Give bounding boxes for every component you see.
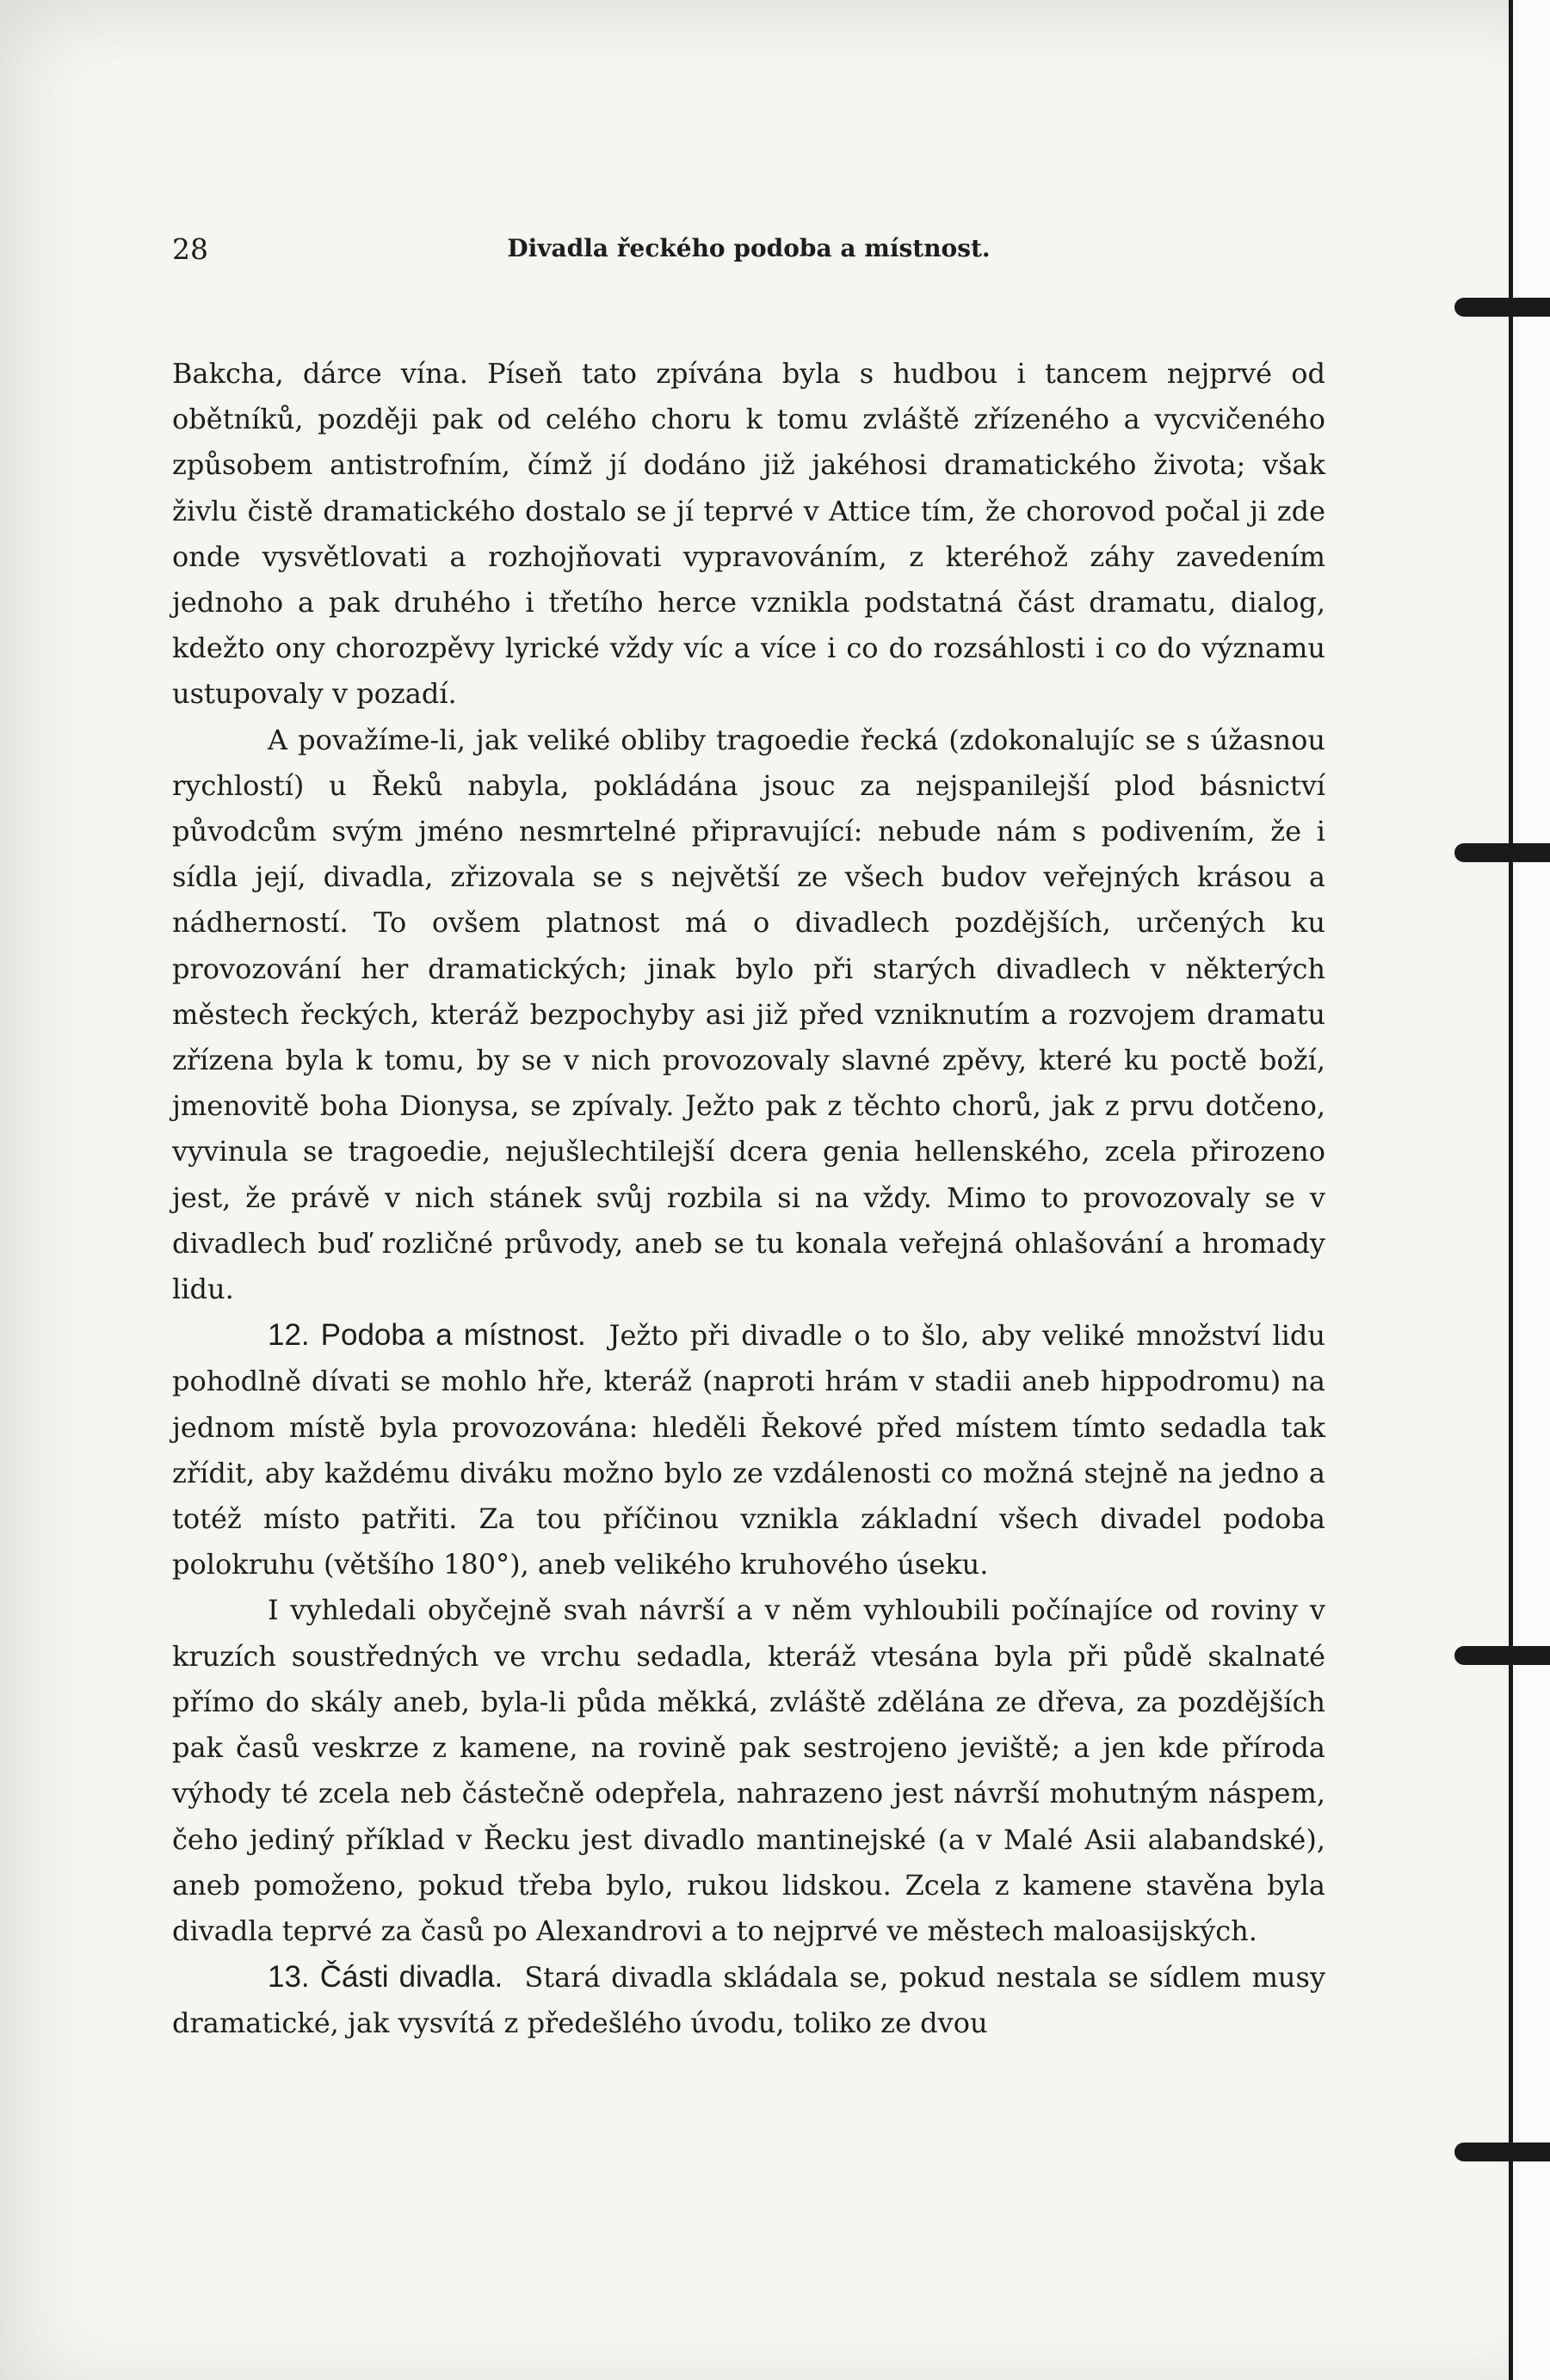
paragraph-text: Ježto při divadle o to šlo, aby veliké množství lidu pohodlně dívati se mohlo hře, kteráž (naproti hrám v stadii aneb hippodromu) na jednom místě byla provozována: hleděli Řekové před místem tímto sedadla tak zřídit, aby každému diváku možno bylo ze vzdálenosti co možná stejně na jedno a totéž místo patřiti. Za tou příčinou vznikla základní všech divadel podoba polokruhu (většího 180°), aneb velikého kruhového úseku.	[172, 1319, 1326, 1582]
section-heading: 12. Podoba a místnost.	[268, 1318, 586, 1353]
paragraph: I vyhledali obyčejně svah návrší a v něm vyhloubili počínajíce od roviny v kruzích soustředných ve vrchu sedadla, kteráž vtesána byla při půdě skalnaté přímo do skály aneb, byla-li půda měkká, zvláště zdělána ze dřeva, za pozdějších pak časů veskrze z kamene, na rovině pak sestrojeno jeviště; a jen kde příroda výhody té zcela neb částečně odepřela, nahrazeno jest návrší mohutným náspem, čeho jediný příklad v Řecku jest divadlo mantinejské (a v Malé Asii alabandské), aneb pomoženo, pokud třeba bylo, rukou lidskou. Zcela z kamene stavěna byla divadla teprvé za časů po Alexandrovi a to nejprvé ve městech maloasijských.	[172, 1594, 1325, 1947]
page-header	[172, 232, 1325, 284]
section-paragraph	[172, 1954, 1325, 2046]
page-edge-line	[1509, 0, 1513, 2380]
page-number: 28	[172, 232, 208, 266]
section-heading: 13. Části divadla.	[268, 1960, 503, 1995]
scan-clip-mark	[1454, 1646, 1550, 1665]
book-page	[172, 232, 1325, 2047]
scan-clip-mark	[1454, 298, 1550, 317]
scan-clip-mark	[1454, 843, 1550, 862]
paragraph: A považíme-li, jak veliké obliby tragoedie řecká (zdokonalujíc se s úžasnou rychlostí) u Řeků nabyla, pokládána jsouc za nejspanilejší plod básnictví původcům svým jméno nesmrtelné připravující: nebude nám s podivením, že i sídla její, divadla, zřizovala se s největší ze všech budov veřejných krásou a nádherností. To ovšem platnost má o divadlech pozdějších, určených ku provozování her dramatických; jinak bylo při starých divadlech v některých městech řeckých, kteráž bezpochyby asi již před vzniknutím a rozvojem dramatu zřízena byla k tomu, by se v nich provozovaly slavné zpěvy, které ku poctě boží, jmenovitě boha Dionysa, se zpívaly. Ježto pak z těchto chorů, jak z prvu dotčeno, vyvinula se tragoedie, nejušlechtilejší dcera genia hellenského, zcela přirozeno jest, že právě v nich stánek svůj rozbila si na vždy. Mimo to provozovaly se v divadlech buď rozličné průvody, aneb se tu konala veřejná ohlašování a hromady lidu.	[172, 723, 1325, 1306]
page-body	[172, 351, 1325, 2047]
running-title: Divadla řeckého podoba a místnost.	[507, 234, 991, 262]
book-edge	[1509, 0, 1550, 2380]
section-paragraph	[172, 1312, 1325, 1588]
scan-clip-mark	[1454, 2143, 1550, 2161]
paragraph-text: Stará divadla skládala se, pokud nestala se sídlem musy dramatické, jak vysvítá z předešlého úvodu, toliko ze dvou	[172, 1961, 1326, 2040]
paragraph: Bakcha, dárce vína. Píseň tato zpívána byla s hudbou i tancem nejprvé od obětníků, později pak od celého choru k tomu zvláště zřízeného a vycvičeného způsobem antistrofním, čímž jí dodáno již jakéhosi dramatického života; však živlu čistě dramatického dostalo se jí teprvé v Attice tím, že chorovod počal ji zde onde vysvětlovati a rozhojňovati vypravováním, z kteréhož záhy zavedením jednoho a pak druhého i třetího herce vznikla podstatná část dramatu, dialog, kdežto ony chorozpěvy lyrické vždy víc a více i co do rozsáhlosti i co do významu ustupovaly v pozadí.	[172, 357, 1325, 711]
